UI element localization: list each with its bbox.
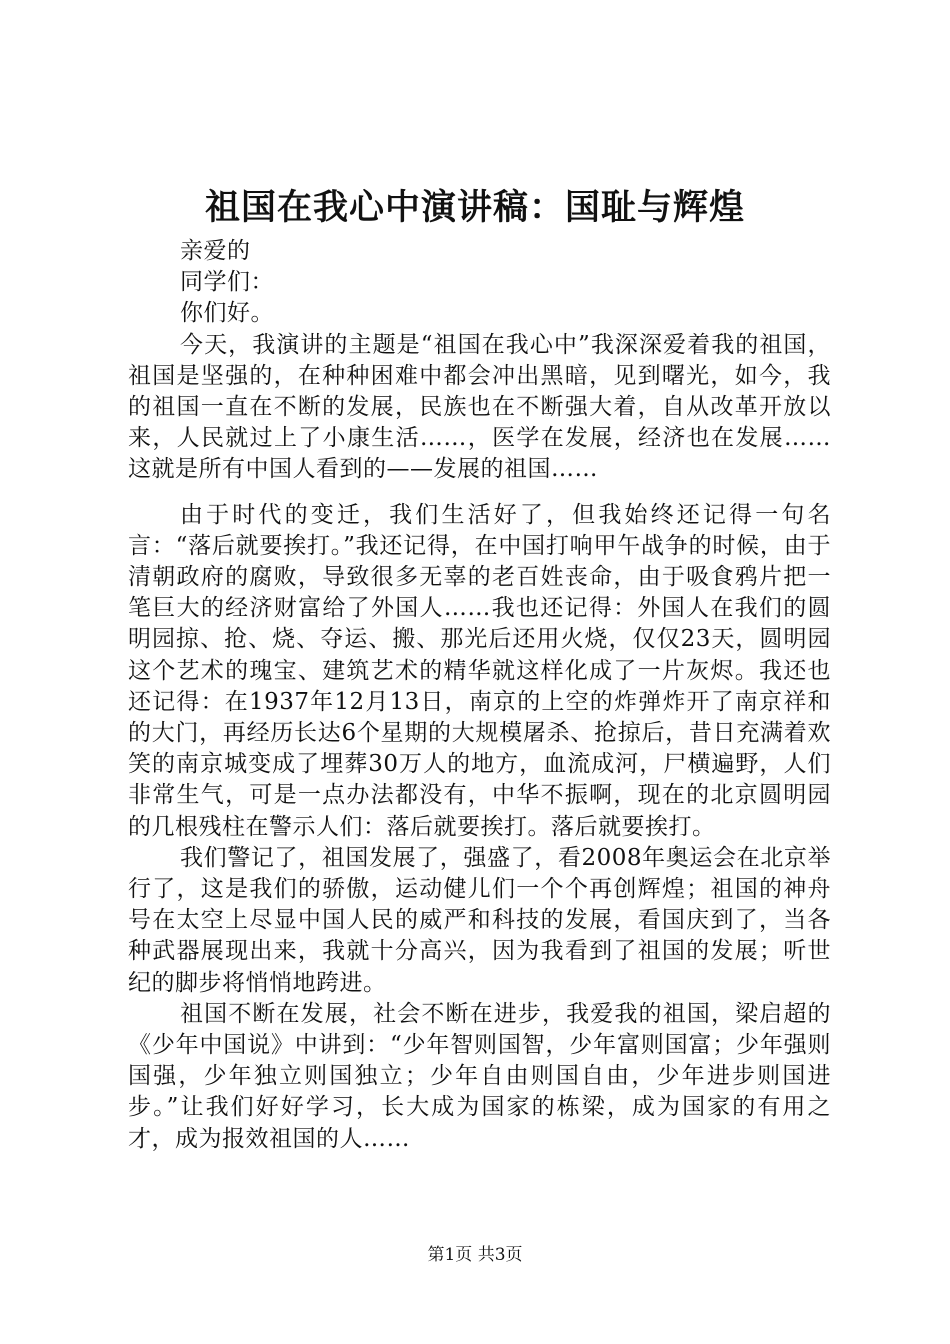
- document-title: 祖国在我心中演讲稿：国耻与辉煌: [204, 187, 745, 228]
- salutation-line-2: 同学们：: [180, 269, 274, 296]
- paragraph-conclusion: 祖国不断在发展，社会不断在进步，我爱我的祖国，梁启超的《少年中国说》中讲到：“少年智则国智，少年富则国富；少年强则国强，少年独立则国独立；少年自由则国自由，少年进步则国进步。”让我们好好学习，长大成为国家的栋梁，成为国家的有用之才，成为报效祖国的人……: [128, 1000, 831, 1152]
- page-footer: 第1页 共3页: [427, 1245, 523, 1265]
- paragraph-history: 由于时代的变迁，我们生活好了，但我始终还记得一句名言：“落后就要挨打。”我还记得，在中国打响甲午战争的时候，由于清朝政府的腐败，导致很多无辜的老百姓丧命，由于吸食鸦片把一笔巨大的经济财富给了外国人……我也还记得：外国人在我们的圆明园掠、抢、烧、夺运、搬、那光后还用火烧，仅仅23天，圆明园这个艺术的瑰宝、建筑艺术的精华就这样化成了一片灰烬。我还也还记得：在1937年12月13日，南京的上空的炸弹炸开了南京祥和的大门，再经历长达6个星期的大规模屠杀、抢掠后，昔日充满着欢笑的南京城变成了埋葬30万人的地方，血流成河，尸横遍野，人们非常生气，可是一点办法都没有，中华不振啊，现在的北京圆明园的几根残柱在警示人们：落后就要挨打。落后就要挨打。: [128, 501, 831, 840]
- document-body: [128, 236, 831, 1155]
- paragraph-development: 我们警记了，祖国发展了，强盛了，看2008年奥运会在北京举行了，这是我们的骄傲，运动健儿们一个个再创辉煌；祖国的神舟号在太空上尽显中国人民的威严和科技的发展，看国庆到了，当各种武器展现出来，我就十分高兴，因为我看到了祖国的发展；听世纪的脚步将悄悄地跨进。: [128, 844, 831, 996]
- greeting-line: 你们好。: [180, 300, 274, 327]
- salutation-line-1: 亲爱的: [180, 238, 251, 264]
- paragraph-intro: 今天，我演讲的主题是“祖国在我心中”我深深爱着我的祖国，祖国是坚强的，在种种困难中都会冲出黑暗，见到曙光，如今，我的祖国一直在不断的发展，民族也在不断强大着，自从改革开放以来，人民就过上了小康生活……，医学在发展，经济也在发展……这就是所有中国人看到的——发展的祖国……: [128, 331, 831, 483]
